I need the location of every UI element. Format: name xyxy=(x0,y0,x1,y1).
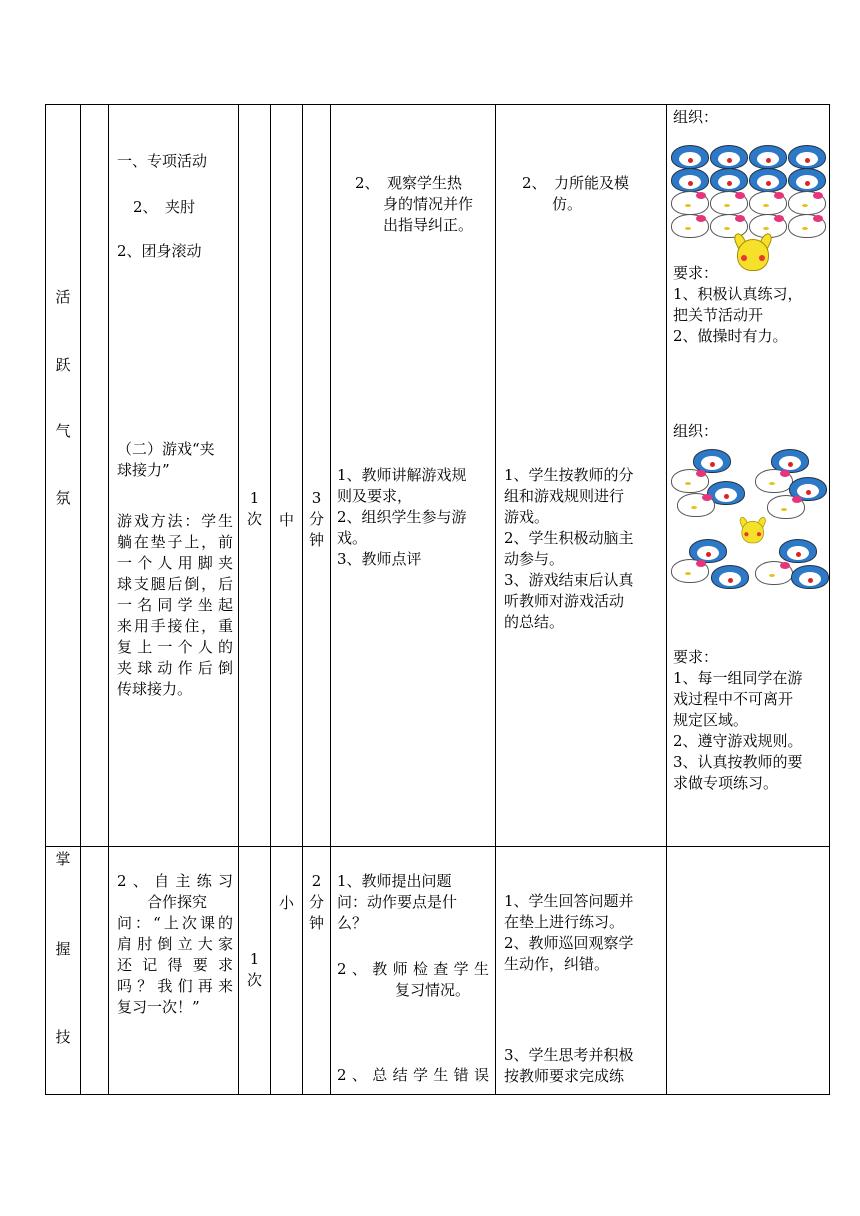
requirements-1: 1、积极认真练习， 把关节活动开 2、做操时有力。 xyxy=(673,285,803,345)
doraemon-icon xyxy=(711,565,749,589)
phase-char: 技 xyxy=(55,1028,71,1046)
phase-char: 握 xyxy=(55,940,71,958)
hello-kitty-icon xyxy=(767,495,805,519)
empty-cell xyxy=(81,847,109,1095)
requirement-label: 要求： xyxy=(673,648,719,666)
item-elbow-clamp: 2、 夹肘 xyxy=(133,198,196,216)
org-label: 组织： xyxy=(673,108,719,126)
student-answer: 1、学生回答问题并 在垫上进行练习。 2、教师巡回观察学 生动作，纠错。 xyxy=(504,892,634,973)
hello-kitty-icon xyxy=(749,191,787,215)
heading-special-activity: 一、专项活动 xyxy=(117,152,208,170)
table-row xyxy=(46,105,830,847)
organization-cell xyxy=(667,847,830,1095)
phase-char: 跃 xyxy=(55,356,71,374)
phase-cell-active-atmosphere xyxy=(46,105,81,847)
teacher-summary: 2、总结学生错误 xyxy=(337,1066,489,1084)
teacher-question: 1、教师提出问题 问：动作要点是什 么？ xyxy=(337,872,458,932)
hello-kitty-icon xyxy=(671,559,709,583)
organization-cell xyxy=(667,105,830,847)
intensity-value: 小 xyxy=(278,894,294,912)
hello-kitty-icon xyxy=(710,191,748,215)
content-cell xyxy=(109,105,239,847)
doraemon-icon xyxy=(791,565,829,589)
duration-cell xyxy=(303,847,331,1095)
teacher-observe: 2、 观察学生热 身的情况并作 出指导纠正。 xyxy=(355,174,474,234)
hello-kitty-icon xyxy=(788,191,826,215)
doraemon-icon xyxy=(779,539,817,563)
duration-cell xyxy=(303,105,331,847)
times-value: 1 次 xyxy=(246,489,262,528)
table-row xyxy=(46,847,830,1095)
self-practice-content: 2、自主练习 合作探究 问：“上次课的 肩肘倒立大家 还记得要求 吗？我们再来 复习一次！” xyxy=(117,872,233,1016)
doraemon-icon xyxy=(710,168,748,192)
org-label: 组织： xyxy=(673,422,719,440)
teacher-game-steps: 1、教师讲解游戏规 则及要求， 2、组织学生参与游 戏。 3、教师点评 xyxy=(337,466,467,568)
student-game-steps: 1、学生按教师的分 组和游戏规则进行 游戏。 2、学生积极动脑主 动参与。 3、游戏结束后认真 听教师对游戏活动 的总结。 xyxy=(504,466,634,631)
requirements-2: 1、每一组同学在游 戏过程中不可离开 规定区域。 2、遵守游戏规则。 3、认真按教师的要 求做专项练习。 xyxy=(673,669,803,792)
phase-char: 气 xyxy=(55,422,71,440)
teacher-activity-cell xyxy=(331,105,496,847)
doraemon-icon xyxy=(788,145,826,169)
item-tuck-roll: 2、团身滚动 xyxy=(117,242,202,260)
game-title: （二）游戏“夹 球接力” xyxy=(117,440,215,479)
hello-kitty-icon xyxy=(677,493,715,517)
phase-cell-master-skill xyxy=(46,847,81,1095)
teacher-activity-cell xyxy=(331,847,496,1095)
times-cell xyxy=(239,847,271,1095)
duration-value: 2 分 钟 xyxy=(308,872,324,932)
phase-char: 活 xyxy=(55,288,71,306)
hello-kitty-icon xyxy=(671,469,709,493)
hello-kitty-icon xyxy=(671,191,709,215)
student-activity-cell xyxy=(496,847,667,1095)
times-cell xyxy=(239,105,271,847)
intensity-value: 中 xyxy=(278,511,294,529)
intensity-cell xyxy=(271,105,303,847)
student-imitate: 2、 力所能及模 仿。 xyxy=(522,174,630,213)
pikachu-icon xyxy=(736,517,768,544)
times-value: 1 次 xyxy=(246,950,262,989)
doraemon-icon xyxy=(671,168,709,192)
hello-kitty-icon xyxy=(755,469,793,493)
content-cell xyxy=(109,847,239,1095)
teacher-check: 2、教师检查学生 复习情况。 xyxy=(337,960,489,999)
student-think: 3、学生思考并积极 按教师要求完成练 xyxy=(504,1046,634,1085)
phase-char: 掌 xyxy=(55,850,71,868)
phase-char: 氛 xyxy=(55,489,71,507)
intensity-cell xyxy=(271,847,303,1095)
game-method: 游戏方法：学生 躺在垫子上，前 一个人用脚夹 球支腿后倒，后 一名同学坐起 来用手接住，重 复上一个人的 夹球动作后倒 传球接力。 xyxy=(117,512,233,698)
pikachu-icon xyxy=(729,233,775,271)
formation-image-1 xyxy=(671,145,829,270)
student-activity-cell xyxy=(496,105,667,847)
formation-image-2 xyxy=(671,447,829,597)
hello-kitty-icon xyxy=(788,214,826,238)
requirement-label: 要求： xyxy=(673,264,719,282)
doraemon-icon xyxy=(749,145,787,169)
lesson-plan-table xyxy=(45,104,830,1095)
doraemon-icon xyxy=(788,168,826,192)
doraemon-icon xyxy=(671,145,709,169)
hello-kitty-icon xyxy=(755,561,793,585)
doraemon-icon xyxy=(749,168,787,192)
duration-value: 3 分 钟 xyxy=(308,489,324,549)
doraemon-icon xyxy=(710,145,748,169)
hello-kitty-icon xyxy=(671,214,709,238)
empty-cell xyxy=(81,105,109,847)
